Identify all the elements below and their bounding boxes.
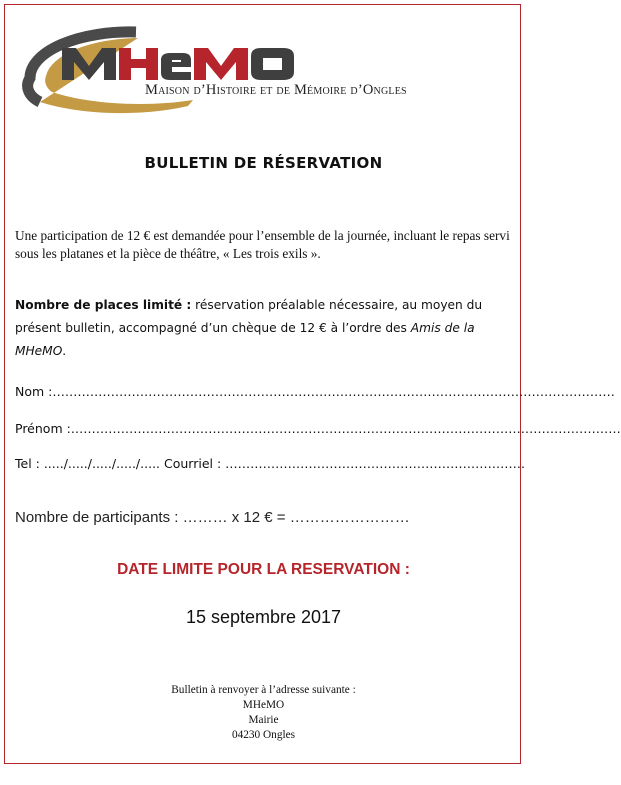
nom-field[interactable]: Nom :……………………………………………………………………………………………………………………… <box>15 384 615 399</box>
address-line-4: 04230 Ongles <box>231 729 296 741</box>
address-line-2: MHeMO <box>242 699 285 711</box>
deadline-heading: DATE LIMITE POUR LA RESERVATION : <box>117 561 410 578</box>
return-address <box>0 683 527 743</box>
prenom-field[interactable]: Prénom :…………………………………………………………………………………………………………………… <box>15 421 621 436</box>
tel-courriel-field[interactable]: Tel : ...../...../...../...../..... Courriel : ……………………………………………………………… <box>15 456 526 471</box>
places-text: réservation préalable nécessaire, au moyen du présent bulletin, accompagné d’un chèque de 12 € à l’ordre des <box>15 298 483 335</box>
logo-subtitle: Maison d’Histoire et de Mémoire d’Ongles <box>145 82 407 98</box>
participants-field[interactable]: Nombre de participants : ……… x 12 € = …………………… <box>15 509 410 526</box>
page-title: BULLETIN DE RÉSERVATION <box>144 154 383 172</box>
deadline-date: 15 septembre 2017 <box>185 607 342 627</box>
logo <box>18 20 518 120</box>
places-italic: Amis de la MHeMO <box>15 321 475 358</box>
intro-paragraph: Une participation de 12 € est demandée pour l’ensemble de la journée, incluant le repas servi sous les platanes et la pièce de théâtre, « Les trois exils ». <box>15 228 510 261</box>
places-bold-label: Nombre de places limité : <box>15 298 192 312</box>
places-end: . <box>62 344 67 358</box>
address-line-1: Bulletin à renvoyer à l’adresse suivante : <box>171 684 356 696</box>
address-line-3: Mairie <box>248 714 279 726</box>
logo-graphic <box>18 20 518 120</box>
places-paragraph <box>15 294 515 363</box>
